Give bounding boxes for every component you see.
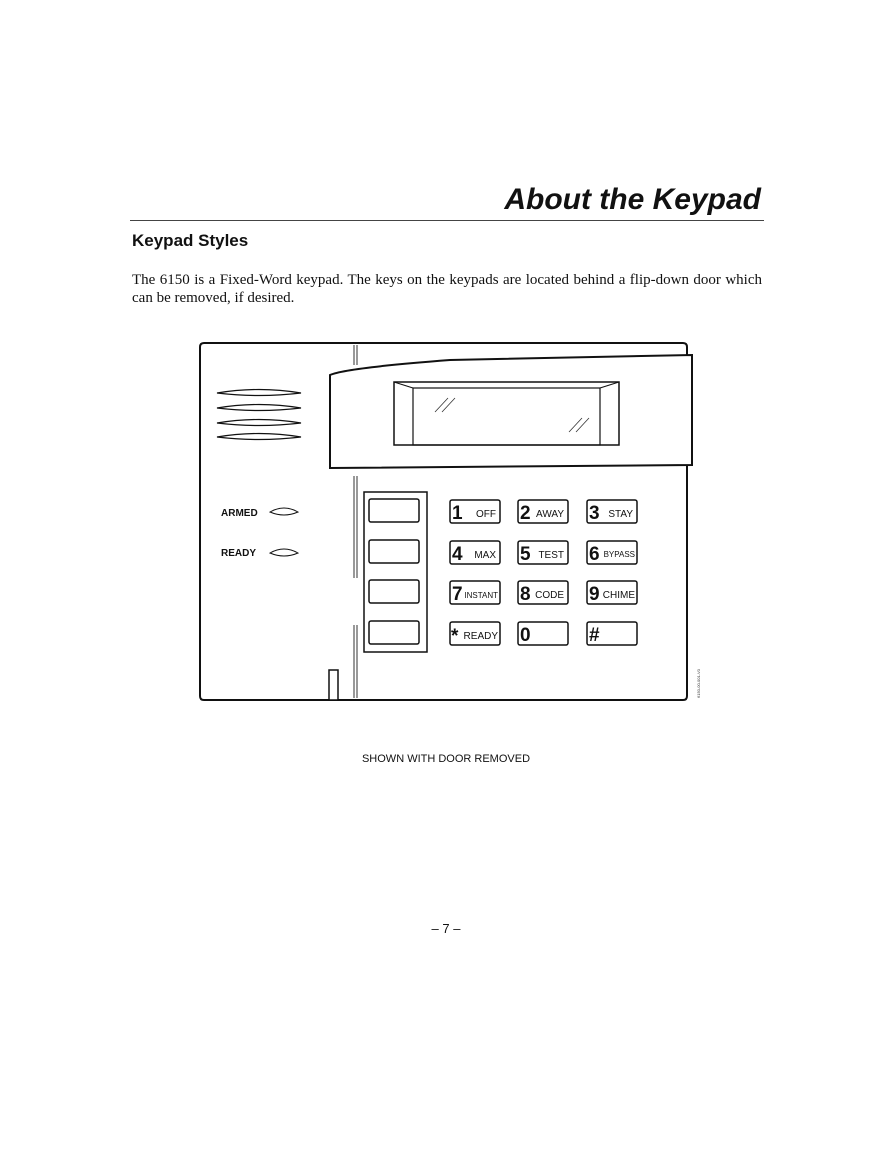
key-word: AWAY bbox=[536, 509, 564, 520]
key-digit: # bbox=[589, 625, 600, 646]
key-word: BYPASS bbox=[603, 550, 635, 559]
key-6 bbox=[587, 541, 637, 565]
armed-led-indicator bbox=[270, 508, 298, 515]
key-4 bbox=[450, 541, 500, 565]
figure-caption: SHOWN WITH DOOR REMOVED bbox=[361, 753, 531, 765]
key-digit: 5 bbox=[520, 544, 531, 565]
key-digit: 8 bbox=[520, 584, 531, 605]
section-heading: Keypad Styles bbox=[132, 231, 249, 250]
display-housing bbox=[330, 355, 692, 468]
armed-led-label: ARMED bbox=[221, 508, 258, 519]
keypad-drawing bbox=[195, 340, 700, 710]
key-digit: 3 bbox=[589, 503, 600, 524]
key-word: INSTANT bbox=[464, 591, 498, 600]
key-digit: 2 bbox=[520, 503, 531, 524]
ready-led-indicator bbox=[270, 549, 298, 556]
key-digit: 9 bbox=[589, 584, 600, 605]
keypad-illustration bbox=[195, 340, 700, 710]
page-number: – 7 – bbox=[431, 921, 461, 936]
key-digit: 1 bbox=[452, 503, 463, 524]
key-0 bbox=[518, 622, 568, 646]
key-digit: 7 bbox=[452, 584, 463, 605]
key-3 bbox=[587, 500, 637, 524]
key-8 bbox=[518, 581, 568, 605]
key-word: READY bbox=[463, 631, 498, 642]
key-digit: 4 bbox=[452, 544, 463, 565]
function-key-a bbox=[369, 499, 419, 522]
title-rule bbox=[130, 220, 764, 221]
door-hinge-tab bbox=[329, 670, 338, 700]
key-word: CHIME bbox=[602, 590, 635, 601]
key-7 bbox=[450, 581, 500, 605]
key-word: MAX bbox=[474, 550, 496, 561]
key-pound bbox=[587, 622, 637, 646]
ready-led-label: READY bbox=[221, 548, 257, 559]
function-key-d bbox=[369, 621, 419, 644]
key-star bbox=[450, 622, 500, 647]
key-2 bbox=[518, 500, 568, 524]
key-word: TEST bbox=[538, 550, 564, 561]
key-digit: 6 bbox=[589, 544, 600, 565]
key-digit: * bbox=[451, 626, 459, 647]
key-5 bbox=[518, 541, 568, 565]
key-word: OFF bbox=[476, 509, 496, 520]
key-digit: 0 bbox=[520, 625, 531, 646]
page-title: About the Keypad bbox=[504, 183, 761, 216]
key-1 bbox=[450, 500, 500, 524]
function-key-c bbox=[369, 580, 419, 603]
intro-paragraph: The 6150 is a Fixed-Word keypad. The keys on the keypads are located behind a flip-down door which can be removed, if desired. bbox=[132, 272, 762, 306]
speaker-grille bbox=[217, 390, 301, 440]
key-word: CODE bbox=[535, 590, 564, 601]
part-code-label: 6150-00-001-V0 bbox=[696, 669, 701, 698]
function-key-b bbox=[369, 540, 419, 563]
key-9 bbox=[587, 581, 637, 605]
key-word: STAY bbox=[608, 509, 633, 520]
